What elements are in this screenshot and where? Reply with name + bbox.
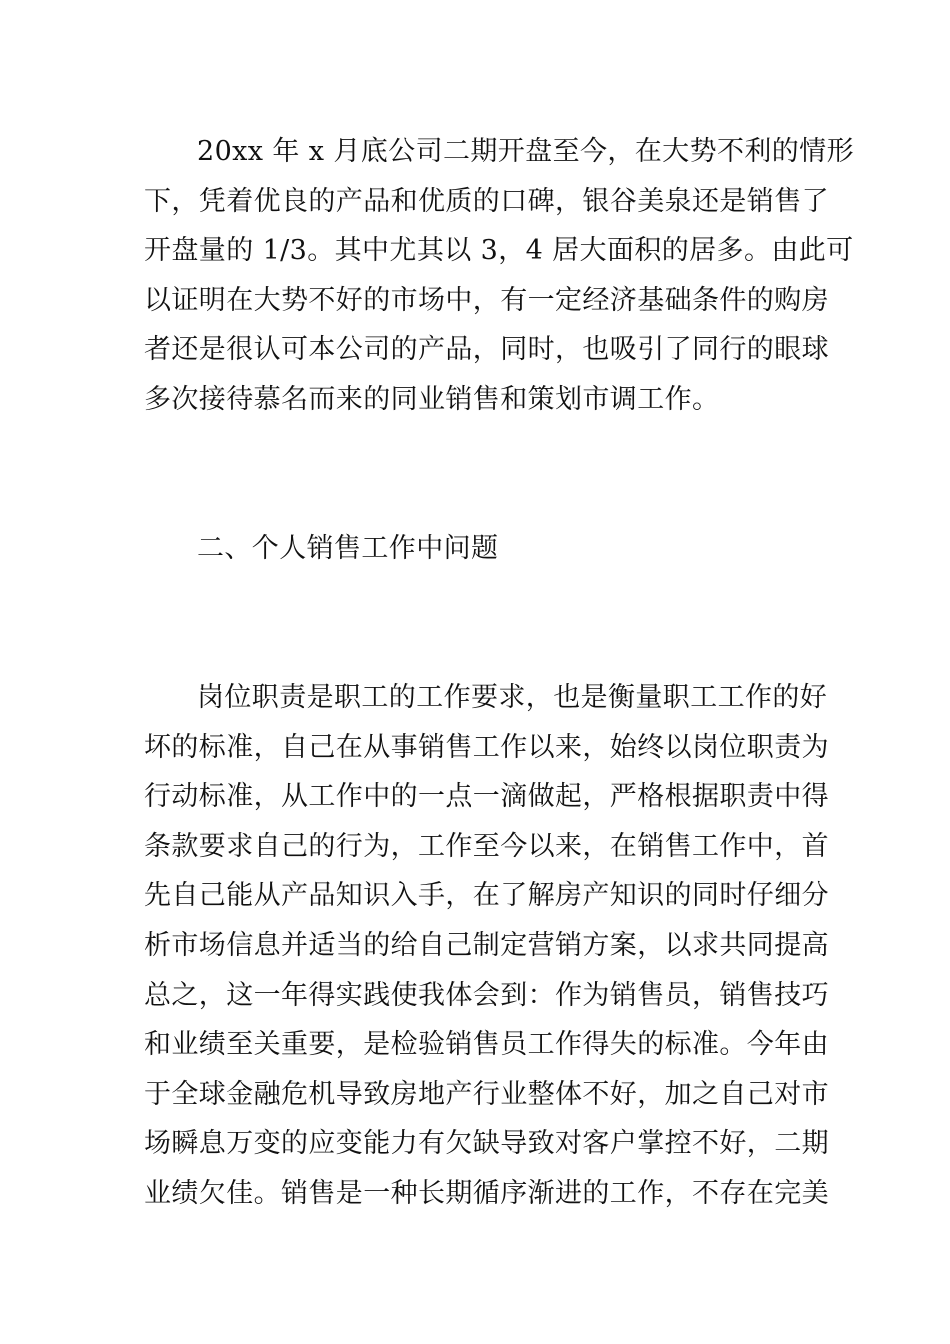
text-line: 岗位职责是职工的工作要求，也是衡量职工工作的好 [197, 682, 828, 713]
text-line: 业绩欠佳。销售是一种长期循序渐进的工作，不存在完美 [144, 1177, 829, 1209]
section-heading-text: 二、个人销售工作中问题 [197, 533, 499, 564]
text-line: 多次接待慕名而来的同业销售和策划市调工作。 [144, 383, 720, 415]
paragraph-job-responsibilities [144, 673, 829, 1219]
text-line: 者还是很认可本公司的产品，同时，也吸引了同行的眼球 [144, 334, 829, 366]
text-line: 和业绩至关重要，是检验销售员工作得失的标准。今年由 [144, 1029, 829, 1061]
text-line: 场瞬息万变的应变能力有欠缺导致对客户掌控不好，二期 [144, 1128, 829, 1160]
text-line: 开盘量的 1/3。其中尤其以 3，4 居大面积的居多。由此可 [144, 235, 854, 267]
text-line: 下，凭着优良的产品和优质的口碑，银谷美泉还是销售了 [144, 185, 829, 217]
text-line: 坏的标准，自己在从事销售工作以来，始终以岗位职责为 [144, 731, 829, 763]
text-line: 总之，这一年得实践使我体会到：作为销售员，销售技巧 [144, 979, 829, 1011]
text-line: 先自己能从产品知识入手，在了解房产知识的同时仔细分 [144, 880, 829, 912]
text-line: 析市场信息并适当的给自己制定营销方案，以求共同提高 [144, 929, 829, 961]
text-line: 行动标准，从工作中的一点一滴做起，严格根据职责中得 [144, 781, 829, 813]
text-line: 于全球金融危机导致房地产行业整体不好，加之自己对市 [144, 1078, 829, 1110]
text-line: 以证明在大势不好的市场中，有一定经济基础条件的购房 [144, 284, 829, 316]
text-line: 条款要求自己的行为，工作至今以来，在销售工作中，首 [144, 830, 829, 862]
section-heading [197, 524, 797, 574]
text-line: 20xx 年 x 月底公司二期开盘至今，在大势不利的情形 [197, 136, 854, 167]
paragraph-sales-overview [144, 127, 854, 425]
